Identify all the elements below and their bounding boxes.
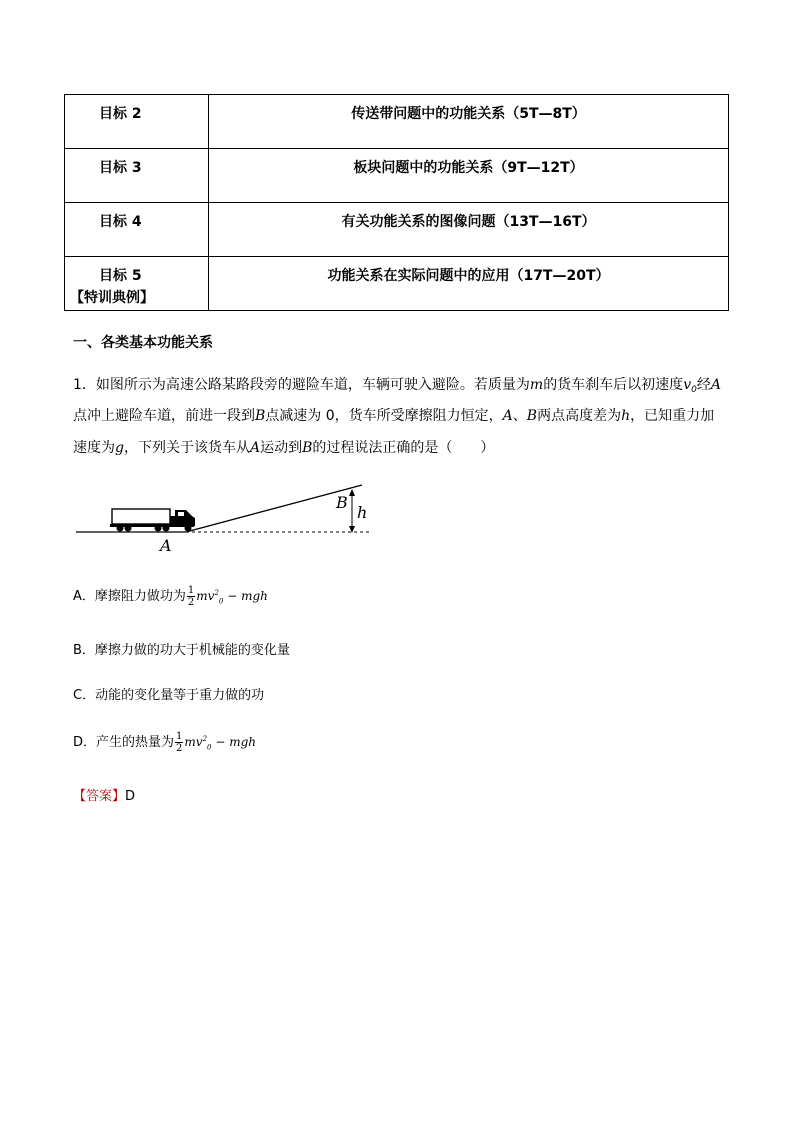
goal-description: 功能关系在实际问题中的应用（17T—20T） (209, 257, 729, 311)
goal-description: 有关功能关系的图像问题（13T—16T） (209, 203, 729, 257)
table-row (65, 95, 729, 149)
option-a: A．摩擦阻力做功为 $\frac{1}{2}$ $mv^2_0$ − mgh (73, 585, 268, 608)
option-b: B．摩擦力做的功大于机械能的变化量 (73, 643, 290, 658)
question-line-1: 1．如图所示为高速公路某路段旁的避险车道，车辆可驶入避险。若质量为m的货车刹车后以初速度$v_0$经A (73, 377, 721, 395)
answer (73, 785, 135, 804)
answer-label: 【答案】 (73, 789, 126, 804)
goal-label: 目标 5 (65, 257, 209, 311)
label-a: A (160, 536, 172, 555)
truck-icon (110, 509, 195, 532)
table-row (65, 203, 729, 257)
escape-lane-figure (74, 480, 384, 555)
goal-description: 板块问题中的功能关系（9T—12T） (209, 149, 729, 203)
table-row (65, 257, 729, 311)
goal-label: 目标 3 (65, 149, 209, 203)
option-c: C．动能的变化量等于重力做的功 (73, 688, 265, 703)
table-row (65, 149, 729, 203)
goal-label: 目标 4 (65, 203, 209, 257)
label-b: B (336, 493, 348, 512)
answer-value: D (125, 789, 136, 804)
question-line-3: 速度为g，下列关于该货车从A运动到B的过程说法正确的是（ ） (73, 440, 495, 456)
question-line-2: 点冲上避险车道，前进一段到B点减速为 0，货车所受摩擦阻力恒定，A、B两点高度差为h，已知重力加 (73, 408, 715, 424)
label-h: h (357, 503, 368, 522)
fraction: $\frac{1}{2}$ (176, 731, 183, 754)
fraction: $\frac{1}{2}$ (187, 585, 195, 608)
subheading: 一、各类基本功能关系 (73, 335, 213, 351)
option-d: D．产生的热量为 $\frac{1}{2}$ $mv^2_0$ − mgh (73, 731, 256, 754)
goal-label: 目标 2 (65, 95, 209, 149)
section-tag: 【特训典例】 (70, 290, 154, 306)
goal-description: 传送带问题中的功能关系（5T—8T） (209, 95, 729, 149)
goal-table (64, 94, 729, 311)
